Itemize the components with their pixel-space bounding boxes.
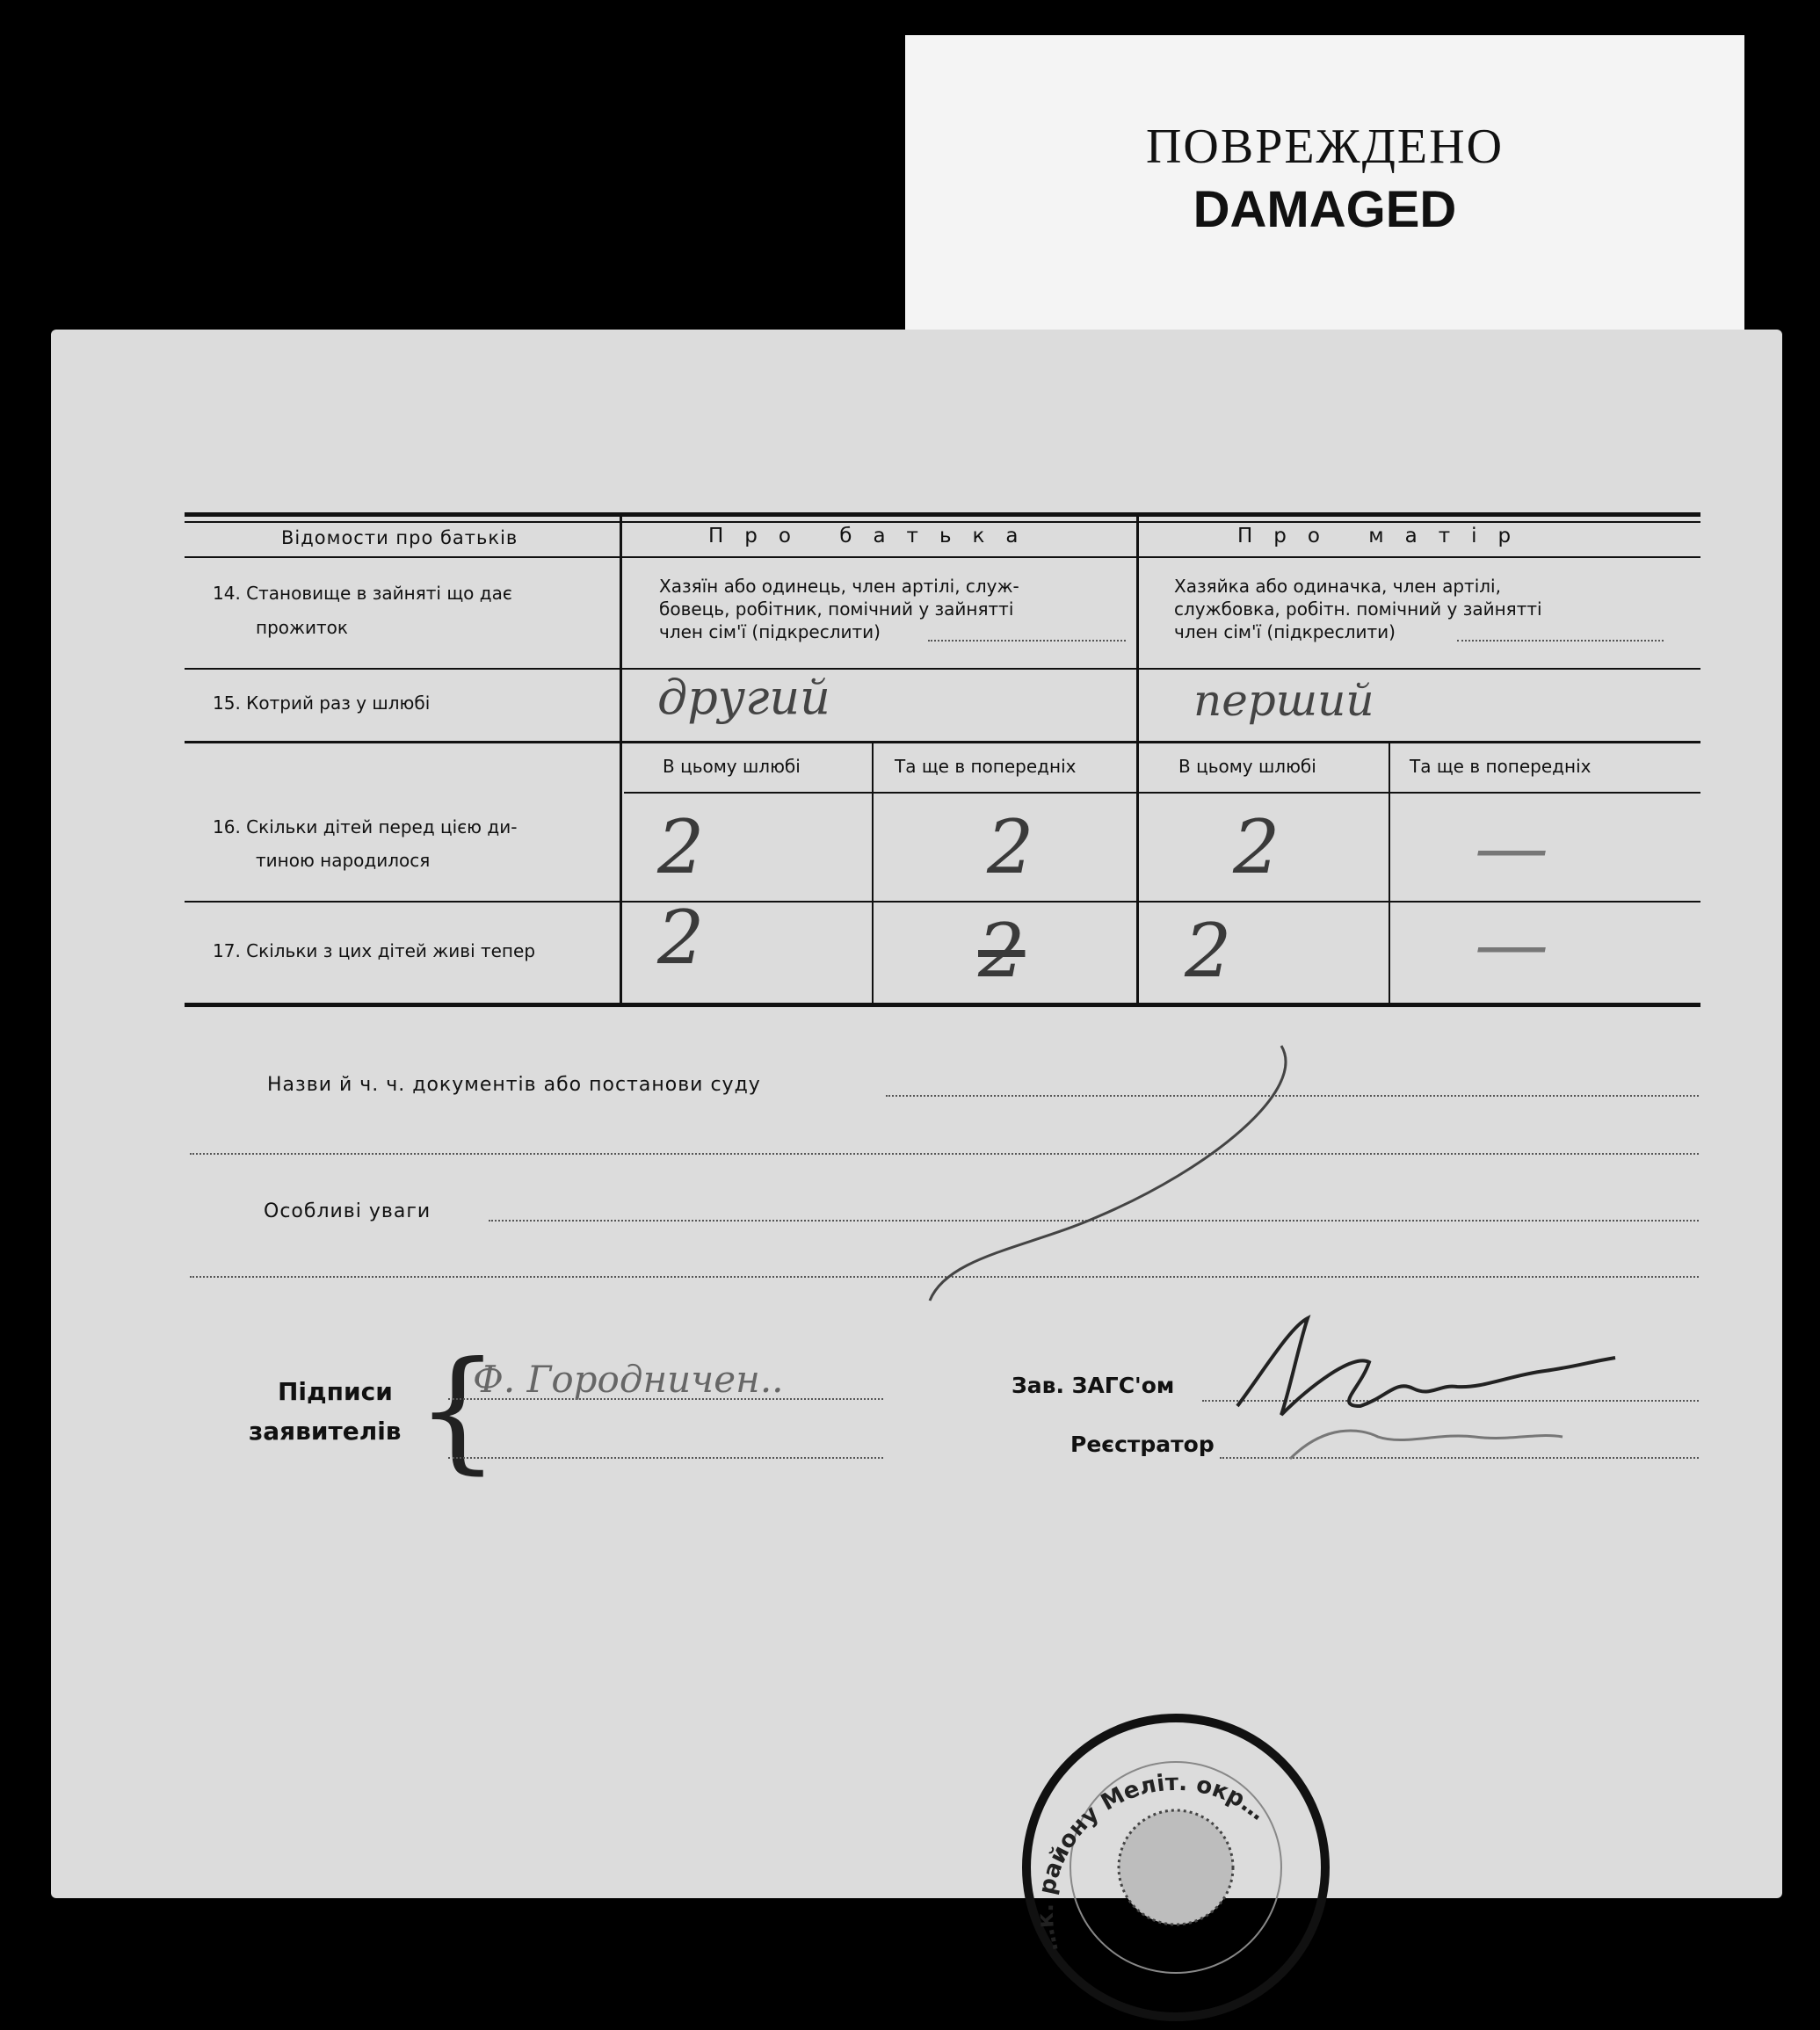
- row14-father-dots: [928, 640, 1126, 642]
- row14-mother-line2: службовка, робітн. помічний у зайнятті: [1174, 598, 1542, 620]
- signatures-brace: {: [416, 1334, 500, 1487]
- row16-father-this: 2: [657, 804, 705, 890]
- row15-rule: [185, 741, 1700, 743]
- row14-rule: [185, 668, 1700, 670]
- table-bottom-rule: [185, 1003, 1700, 1007]
- form-sheet: [51, 330, 1782, 1954]
- subhead-mother-prev: Та ще в попередніх: [1410, 756, 1592, 777]
- row15-label: 15. Котрий раз у шлюбі: [213, 692, 431, 714]
- strike-through-mark: [895, 1037, 1246, 1301]
- subhead-father-this: В цьому шлюбі: [663, 756, 801, 777]
- subhead-rule: [624, 792, 1700, 794]
- row16-label-a: 16. Скільки дітей перед цією ди-: [213, 816, 518, 837]
- row14-father-line2: бовець, робітник, помічний у зайнятті: [659, 598, 1014, 620]
- row17-mother-this: 2: [1185, 908, 1232, 994]
- col-divider-1: [620, 514, 622, 1006]
- head-col-father: Про батька: [708, 525, 1040, 547]
- docs-label: Назви й ч. ч. документів або постанови суду: [267, 1074, 761, 1096]
- row16-father-prev: 2: [987, 804, 1034, 890]
- stamp-text: …к. району Меліт. окр…: [1032, 1769, 1271, 1954]
- head-label: Зав. ЗАГС'ом: [1012, 1373, 1175, 1398]
- row15-mother-handwriting: перший: [1193, 675, 1374, 726]
- notes-label: Особливі уваги: [264, 1200, 431, 1222]
- row17-mother-prev: —: [1475, 901, 1548, 987]
- damaged-label-en: DAMAGED: [1193, 181, 1457, 238]
- row14-label-b: прожиток: [256, 617, 348, 638]
- col-divider-mother: [1389, 743, 1390, 1006]
- row14-father-line3: член сім'ї (підкреслити): [659, 621, 881, 642]
- row14-mother-line3: член сім'ї (підкреслити): [1174, 621, 1396, 642]
- row14-mother-line1: Хазяйка або одиначка, член артілі,: [1174, 576, 1501, 597]
- damaged-label-ru: ПОВРЕЖДЕНО: [1145, 120, 1505, 174]
- applicant-signature: Ф. Городничен..: [473, 1358, 784, 1401]
- subhead-mother-this: В цьому шлюбі: [1178, 756, 1316, 777]
- signatures-label-b: заявителів: [249, 1417, 402, 1446]
- row16-rule: [185, 901, 1700, 903]
- row14-mother-dots: [1457, 640, 1664, 642]
- official-stamp: [1013, 1705, 1338, 2030]
- row16-mother-prev: —: [1475, 804, 1548, 890]
- row16-label-b: тиною народилося: [256, 850, 431, 871]
- registrar-label: Реєстратор: [1070, 1432, 1215, 1457]
- signature-line-2: [448, 1457, 883, 1459]
- row17-father-this: 2: [657, 895, 705, 981]
- col-divider-father: [872, 743, 874, 1006]
- head-col-mother: Про матір: [1237, 525, 1533, 547]
- row14-father-line1: Хазяїн або одинець, член артілі, служ-: [659, 576, 1019, 597]
- signatures-label-a: Підписи: [278, 1377, 393, 1406]
- row15-father-handwriting: другий: [657, 670, 830, 725]
- col-divider-2: [1136, 514, 1139, 1006]
- table-top-rule: [185, 512, 1700, 517]
- row17-label: 17. Скільки з цих дітей живі тепер: [213, 940, 536, 961]
- head-signature: [1229, 1292, 1642, 1468]
- head-rule: [185, 556, 1700, 558]
- damaged-label-card: [905, 35, 1744, 338]
- head-col-info: Відомости про батьків: [281, 527, 518, 548]
- row17-father-prev: 2: [978, 908, 1026, 994]
- row16-mother-this: 2: [1233, 804, 1280, 890]
- subhead-father-prev: Та ще в попередніх: [895, 756, 1077, 777]
- table-top-rule-thin: [185, 521, 1700, 523]
- row14-label-a: 14. Становище в зайняті що дає: [213, 583, 512, 604]
